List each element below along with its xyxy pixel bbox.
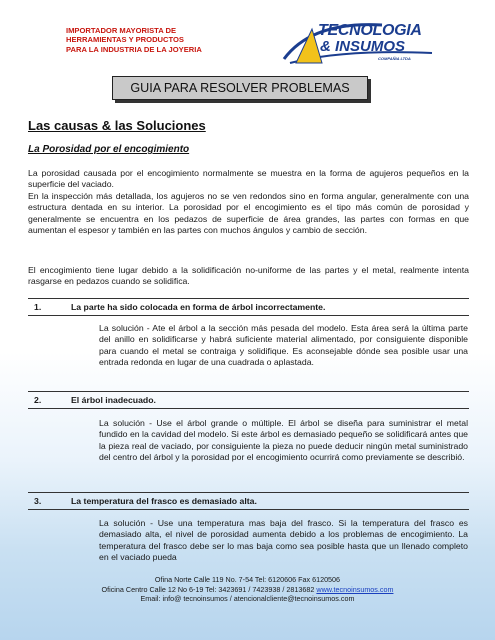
logo-text: & INSUMOS [320, 38, 406, 55]
company-line: IMPORTADOR MAYORISTA DE [66, 26, 177, 35]
problem-title: La temperatura del frasco es demasiado alta. [71, 496, 257, 506]
problem-number: 1. [34, 302, 42, 312]
paragraph: El encogimiento tiene lugar debido a la solidificación no-uniforme de las partes y el metal, realmente intenta rasgarse en pedazos cuando se solidifica. [28, 265, 469, 287]
solution-text: La solución - Ate el árbol a la sección más pesada del modelo. Esta área será la última parte del anillo en solidificarse y habrá suficiente material alimentado, por consiguiente disponible para cuando el metal se contraiga y solidifique. Es aconsejable dónde sea posible usar una entrada redonda en lugar de una cuadrada o aplastada. [99, 323, 468, 367]
company-tagline [66, 26, 202, 54]
company-line: PARA LA INDUSTRIA DE LA JOYERIA [66, 44, 202, 54]
problem-number: 2. [34, 395, 42, 405]
website-link[interactable]: www.tecnoinsumos.com [316, 584, 394, 594]
problem-header [28, 492, 469, 510]
problem-title: El árbol inadecuado. [71, 395, 156, 405]
section-heading: Las causas & las Soluciones [28, 118, 206, 133]
footer-email: Email: info@ tecnoinsumos / atencionalcliente@tecnoinsumos.com [140, 594, 355, 604]
problem-number: 3. [34, 496, 42, 506]
footer-address: Ofina Norte Calle 119 No. 7-54 Tel: 6120606 Fax 6120506 [154, 575, 341, 584]
paragraph: En la inspección más detallada, los agujeros no se ven redondos sino en forma angular, generalmente con una estructura dentada en su interior. La porosidad por el encogimiento es el tipo más común de porosidad y generalmente se encuentra en los pedazos de superficie de área grandes, las partes con formas en que aumentan el espesor y también en las partes con muchos ángulos y cambio de sección. [28, 191, 469, 235]
solution-text: La solución - Use una temperatura mas baja del frasco. Si la temperatura del frasco es demasiado alta, el nivel de porosidad aumenta debido a los problemas de encogimiento. La temperatura del frasco debe ser lo mas baja como sea posible hasta que un llenado completo en el vaciado pueda [99, 518, 468, 562]
company-line: HERRAMIENTAS Y PRODUCTOS [66, 35, 184, 45]
section-subheading: La Porosidad por el encogimiento [28, 144, 190, 155]
problem-header [28, 298, 469, 316]
logo-subtext: COMPAÑIA LTDA [378, 56, 411, 61]
solution-text: La solución - Use el árbol grande o múltiple. El árbol se diseña para suministrar el metal fundido en la cavidad del modelo. Si este árbol es demasiado pequeño se solidificará antes que la pieza real de vaciado, por consiguiente la pieza no puede deducir ningún metal suministrado del centro del árbol y la porosidad por el encogimiento ocurrirá como previamente se describió. [99, 418, 468, 462]
page-footer [0, 575, 495, 604]
footer-phones: Oficina Centro Calle 12 No 6-19 Tel: 3423691 / 7423938 / 2813682 [101, 584, 317, 594]
logo-text: TECNOLOGIA [318, 22, 422, 39]
company-logo [282, 19, 434, 67]
footer-contact [0, 585, 495, 595]
page-title: GUIA PARA RESOLVER PROBLEMAS [112, 76, 368, 100]
problem-header [28, 391, 469, 409]
problem-title: La parte ha sido colocada en forma de árbol incorrectamente. [71, 302, 326, 312]
paragraph: La porosidad causada por el encogimiento normalmente se muestra en la forma de agujeros pequeños en la superficie del vaciado. [28, 168, 469, 190]
